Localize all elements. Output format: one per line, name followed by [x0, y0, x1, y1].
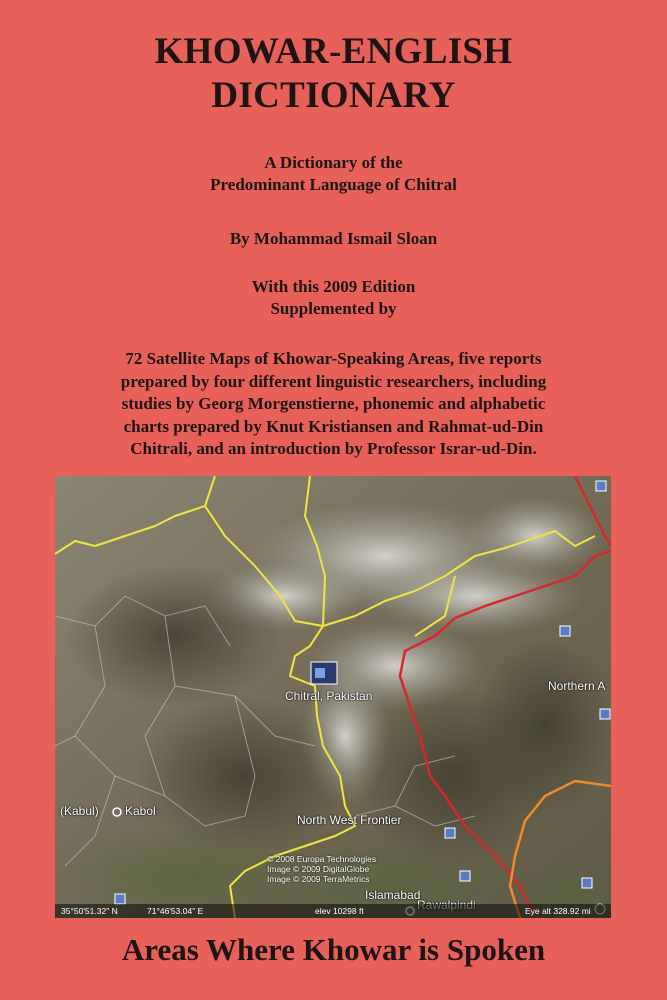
edition-line-1: With this 2009 Edition	[251, 277, 416, 296]
contents-description	[40, 348, 627, 461]
title-line-2: DICTIONARY	[211, 75, 456, 116]
edition-note	[0, 276, 667, 320]
description-line-2: prepared by four different linguistic researchers, including	[120, 371, 547, 391]
cover-title	[0, 30, 667, 118]
latitude-readout: 35°50'51.32" N	[61, 906, 118, 916]
cover-footer: Areas Where Khowar is Spoken	[121, 932, 546, 967]
author-line: By Mohammad Ismail Sloan	[229, 229, 438, 248]
subtitle-line-1: A Dictionary of the	[264, 153, 403, 172]
cover-subtitle	[0, 152, 667, 196]
eye-altitude-readout: Eye alt 328.92 mi	[525, 906, 591, 916]
map-copyright	[267, 854, 376, 884]
map-label-nwfp: North West Frontier	[297, 813, 402, 827]
copyright-line-3: Image © 2009 TerraMetrics	[267, 874, 370, 884]
copyright-line-2: Image © 2009 DigitalGlobe	[267, 864, 370, 874]
elevation-readout: elev 10298 ft	[315, 906, 364, 916]
description-line-3: studies by Georg Morgenstierne, phonemic and alphabetic	[121, 394, 546, 413]
map-label-islamabad: Islamabad	[365, 888, 421, 902]
map-label-kabul: (Kabul)	[60, 804, 99, 818]
description-line-5: Chitrali, and an introduction by Professor Israr-ud-Din.	[130, 439, 537, 458]
map-status-bar	[55, 904, 611, 918]
map-label-northern-areas: Northern A	[548, 679, 606, 693]
subtitle-line-2: Predominant Language of Chitral	[210, 175, 457, 194]
map-label-kabol: Kabol	[125, 804, 156, 818]
description-line-1: 72 Satellite Maps of Khowar-Speaking Areas, five reports	[125, 349, 542, 368]
map-label-chitral: Chitral, Pakistan	[285, 689, 373, 703]
satellite-map	[55, 476, 611, 918]
longitude-readout: 71°46'53.04" E	[147, 906, 204, 916]
edition-line-2: Supplemented by	[270, 299, 397, 318]
title-line-1: KHOWAR-ENGLISH	[154, 31, 513, 72]
copyright-line-1: © 2008 Europa Technologies	[267, 854, 377, 864]
description-line-4: charts prepared by Knut Kristiansen and Rahmat-ud-Din	[123, 416, 544, 436]
